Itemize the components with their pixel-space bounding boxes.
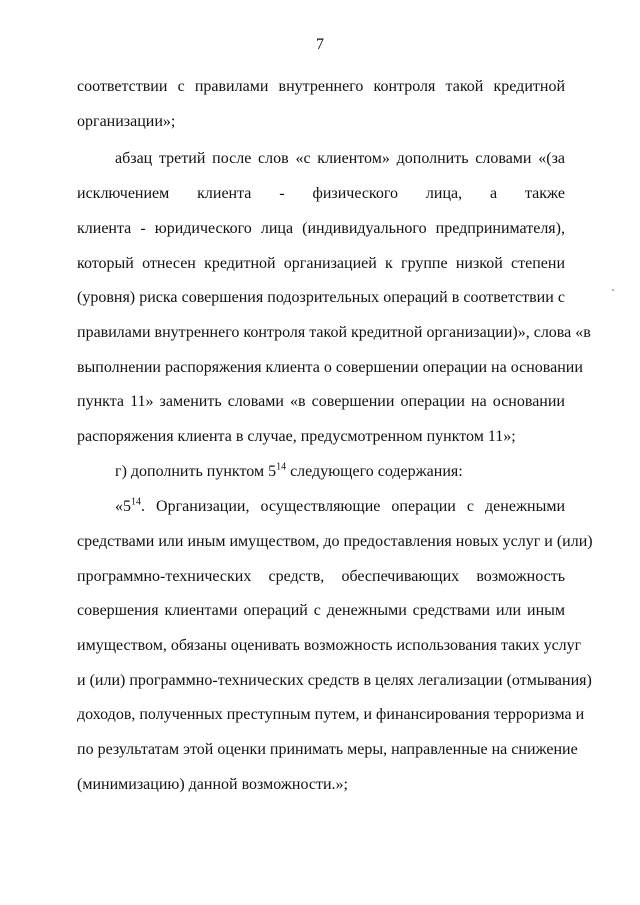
text-line: (уровня) риска совершения подозрительных операций в соответствии с (77, 289, 565, 306)
text-line: организации»; (77, 113, 176, 130)
quote-suffix: . Организации, осуществляющие операции с денежными (141, 498, 565, 515)
text-line: соответствии с правилами внутреннего контроля такой кредитной (77, 78, 565, 95)
text-line: по результатам этой оценки принимать меры, направленные на снижение (77, 741, 578, 758)
quote-prefix: «5 (115, 498, 131, 515)
text-line: исключением клиента - физического лица, а также (77, 185, 565, 202)
text-line: совершения клиентами операций с денежными средствами или иным (77, 602, 565, 619)
text-line: средствами или иным имуществом, до предоставления новых услуг и (или) (77, 533, 593, 550)
item-g-prefix: г) дополнить пунктом 5 (115, 463, 277, 480)
page-number: 7 (316, 36, 324, 53)
item-g-superscript: 14 (276, 461, 287, 473)
text-line: выполнении распоряжения клиента о совершении операции на основании (77, 359, 583, 376)
quote-superscript: 14 (131, 496, 141, 508)
text-line: который отнесен кредитной организацией к группе низкой степени (77, 255, 565, 272)
text-line: пункта 11» заменить словами «в совершении операции на основании (77, 393, 565, 410)
text-line: и (или) программно-технических средств в целях легализации (отмывания) (77, 672, 592, 689)
item-g-line (115, 462, 565, 482)
text-line: программно-технических средств, обеспечивающих возможность (77, 568, 565, 585)
text-line: абзац третий после слов «с клиентом» дополнить словами «(за (115, 150, 565, 167)
scan-speck (612, 289, 614, 291)
text-line: имуществом, обязаны оценивать возможность использования таких услуг (77, 637, 582, 654)
text-line: клиента - юридического лица (индивидуального предпринимателя), (77, 220, 565, 237)
text-line: распоряжения клиента в случае, предусмотренном пунктом 11»; (77, 428, 516, 445)
text-line: доходов, полученных преступным путем, и финансирования терроризма и (77, 706, 585, 723)
text-line: (минимизацию) данной возможности.»; (77, 776, 348, 793)
text-line: правилами внутреннего контроля такой кредитной организации)», слова «в (77, 324, 591, 341)
item-g-suffix: следующего содержания: (286, 463, 463, 480)
quote-first-line (115, 497, 565, 517)
